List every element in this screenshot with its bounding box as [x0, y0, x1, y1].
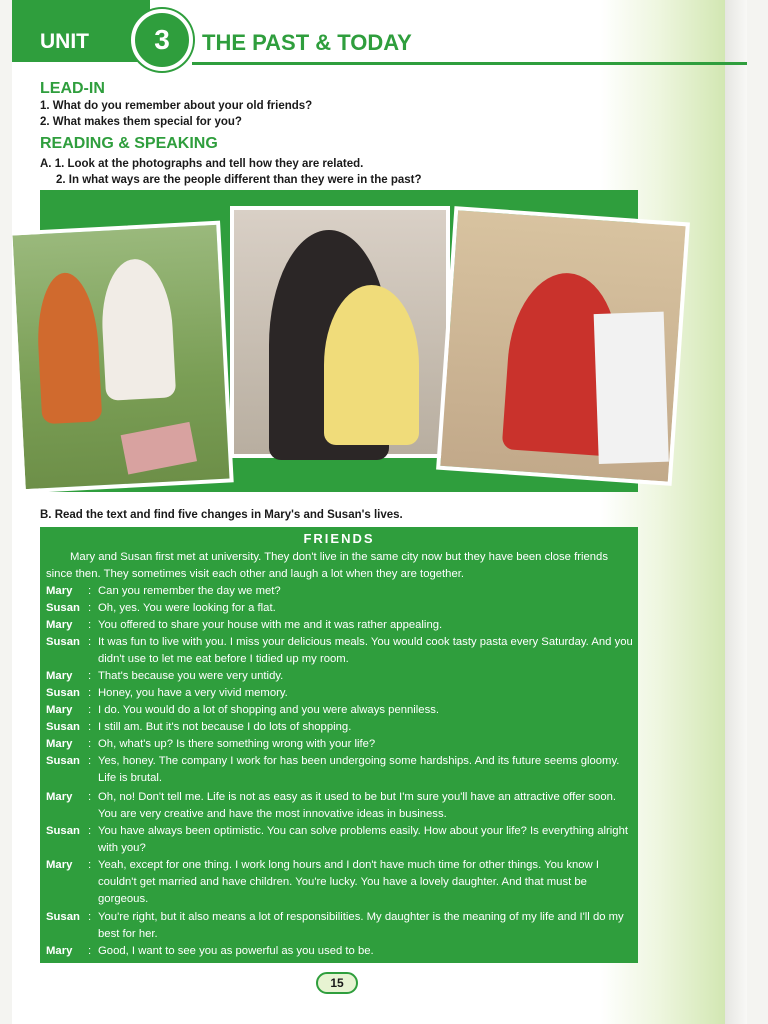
line-text: Honey, you have a very vivid memory. [98, 687, 288, 699]
unit-number-badge [131, 9, 193, 71]
line-text: Oh, yes. You were looking for a flat. [98, 602, 276, 614]
speaker: Susan [46, 602, 80, 614]
colon: : [88, 738, 92, 750]
friends-text-panel [40, 527, 638, 963]
reading-question-a1: A. 1. Look at the photographs and tell how they are related. [40, 158, 364, 170]
photo-mother-with-baby [230, 206, 450, 458]
line-text: Good, I want to see you as powerful as you used to be. [98, 945, 374, 957]
lead-in-heading: LEAD-IN [40, 80, 105, 97]
colon: : [88, 619, 92, 631]
reading-instruction-b: B. Read the text and find five changes in Mary's and Susan's lives. [40, 509, 403, 521]
reading-question-a2: 2. In what ways are the people different than they were in the past? [56, 174, 422, 186]
line-text: Can you remember the day we met? [98, 585, 281, 597]
speaker: Mary [46, 859, 73, 871]
speaker: Susan [46, 825, 80, 837]
speaker: Mary [46, 791, 73, 803]
colon: : [88, 602, 92, 614]
line-text: You're right, but it also means a lot of responsibilities. My daughter is the meaning of my life and I'll do my best for her. [98, 911, 624, 940]
unit-number: 3 [154, 24, 170, 55]
speaker: Mary [46, 704, 73, 716]
speaker: Susan [46, 755, 80, 767]
speaker: Mary [46, 619, 73, 631]
page-edge [725, 0, 747, 1024]
line-text: I still am. But it's not because I do lots of shopping. [98, 721, 352, 733]
textbook-page [12, 0, 747, 1024]
friends-intro: Mary and Susan first met at university. They don't live in the same city now but they have been close friends since then. They sometimes visit each other and laugh a lot when they are together. [46, 551, 608, 580]
photo-two-friends-reading [12, 221, 234, 494]
line-text: Oh, no! Don't tell me. Life is not as easy as it used to be but I'm sure you'll have an attractive offer soon. You are very creative and have the most innovative ideas in business. [98, 791, 617, 820]
colon: : [88, 755, 92, 767]
reading-heading: READING & SPEAKING [40, 135, 218, 152]
line-text: I do. You would do a lot of shopping and you were always penniless. [98, 704, 440, 716]
colon: : [88, 791, 92, 803]
line-text: That's because you were very untidy. [98, 670, 284, 682]
colon: : [88, 911, 92, 923]
colon: : [88, 825, 92, 837]
speaker: Mary [46, 670, 73, 682]
speaker: Susan [46, 721, 80, 733]
colon: : [88, 859, 92, 871]
colon: : [88, 721, 92, 733]
lead-in-question-1: 1. What do you remember about your old friends? [40, 100, 313, 112]
speaker: Mary [46, 738, 73, 750]
line-text: You have always been optimistic. You can solve problems easily. How about your life? Is everything alright with you? [98, 825, 628, 854]
speaker: Mary [46, 945, 73, 957]
colon: : [88, 636, 92, 648]
header-rule [192, 62, 747, 65]
speaker: Mary [46, 585, 73, 597]
unit-label: UNIT [40, 30, 89, 53]
speaker: Susan [46, 687, 80, 699]
colon: : [88, 704, 92, 716]
page-number: 15 [316, 972, 358, 994]
line-text: It was fun to live with you. I miss your delicious meals. You would cook tasty pasta every Saturday. And you didn't use to let me eat before I tidied up my room. [98, 636, 633, 665]
colon: : [88, 585, 92, 597]
friends-title: FRIENDS [303, 531, 375, 546]
speaker: Susan [46, 911, 80, 923]
lead-in-question-2: 2. What makes them special for you? [40, 116, 242, 128]
line-text: Yeah, except for one thing. I work long hours and I don't have much time for other things. You know I couldn't get married and have children. You're lucky. You have a lovely daughter. And that must be gorgeous. [98, 859, 599, 905]
line-text: Yes, honey. The company I work for has been undergoing some hardships. And its future seems gloomy. Life is brutal. [98, 755, 620, 784]
line-text: You offered to share your house with me and it was rather appealing. [98, 619, 443, 631]
photo-woman-at-desk [436, 206, 690, 486]
colon: : [88, 687, 92, 699]
line-text: Oh, what's up? Is there something wrong with your life? [98, 738, 376, 750]
unit-title: THE PAST & TODAY [202, 30, 412, 55]
colon: : [88, 945, 92, 957]
colon: : [88, 670, 92, 682]
unit-box [12, 0, 150, 62]
speaker: Susan [46, 636, 80, 648]
